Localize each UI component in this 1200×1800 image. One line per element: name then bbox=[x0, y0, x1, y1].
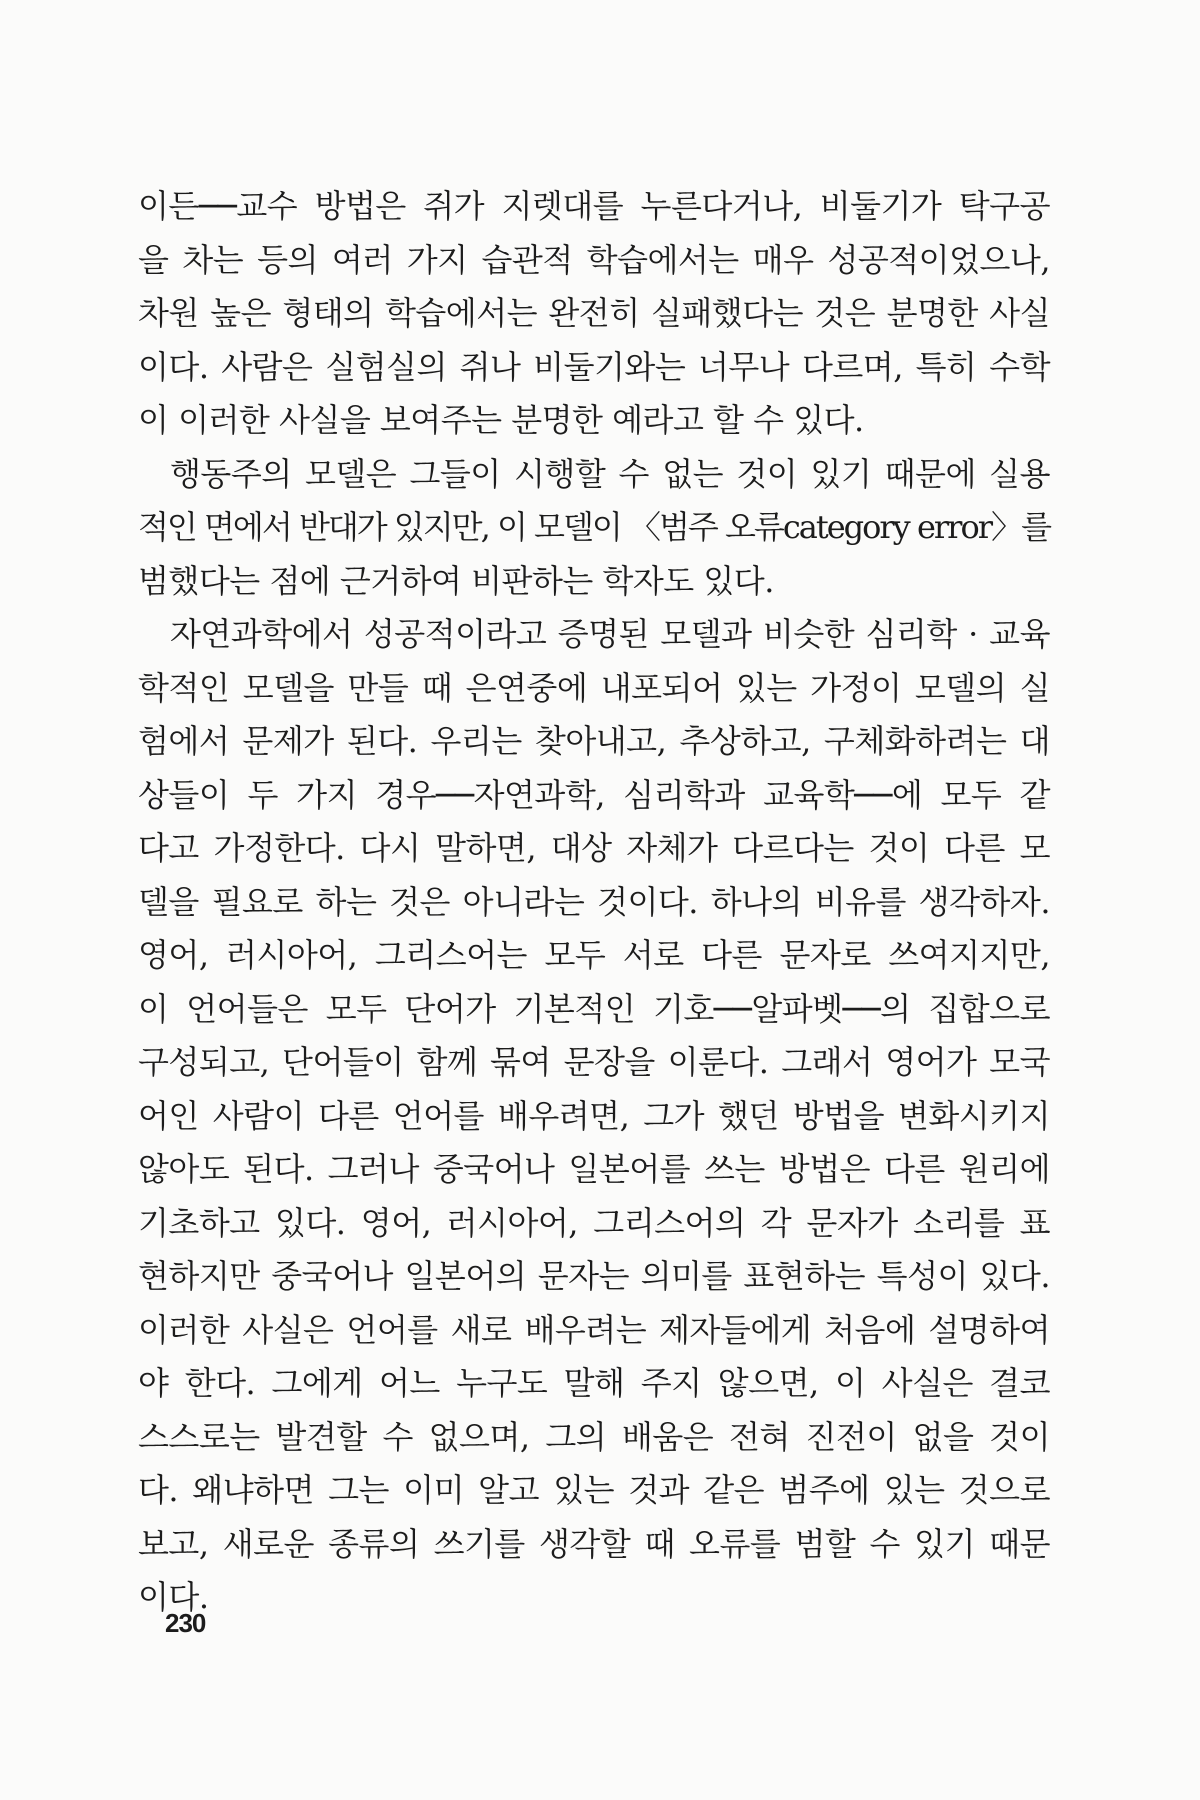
page-number: 230 bbox=[165, 1608, 206, 1638]
text-line: 자연과학에서 성공적이라고 증명된 모델과 비슷한 심리학 · 교육 bbox=[170, 615, 1050, 653]
text-line: 않아도 된다. 그러나 중국어나 일본어를 쓰는 방법은 다른 원리에 bbox=[138, 1150, 1050, 1188]
text-line: 학적인 모델을 만들 때 은연중에 내포되어 있는 가정이 모델의 실 bbox=[138, 668, 1050, 707]
text-line: 야 한다. 그에게 어느 누구도 말해 주지 않으면, 이 사실은 결코 bbox=[138, 1364, 1050, 1402]
text-line: 영어, 러시아어, 그리스어는 모두 서로 다른 문자로 쓰여지지만, bbox=[138, 936, 1050, 974]
text-line: 현하지만 중국어나 일본어의 문자는 의미를 표현하는 특성이 있다. bbox=[138, 1257, 1050, 1295]
text-line: 이 언어들은 모두 단어가 기본적인 기호──알파벳──의 집합으로 bbox=[138, 989, 1050, 1028]
text-line: 기초하고 있다. 영어, 러시아어, 그리스어의 각 문자가 소리를 표 bbox=[138, 1203, 1050, 1242]
text-line: 다고 가정한다. 다시 말하면, 대상 자체가 다르다는 것이 다른 모 bbox=[138, 829, 1050, 867]
text-line: 이다. bbox=[138, 1578, 209, 1616]
text-line: 스스로는 발견할 수 없으며, 그의 배움은 전혀 진전이 없을 것이 bbox=[138, 1417, 1050, 1456]
text-line: 적인 면에서 반대가 있지만, 이 모델이 〈범주 오류category error〉를 bbox=[138, 508, 1050, 546]
text-line: 험에서 문제가 된다. 우리는 찾아내고, 추상하고, 구체화하려는 대 bbox=[138, 722, 1050, 760]
text-line: 어인 사람이 다른 언어를 배우려면, 그가 했던 방법을 변화시키지 bbox=[138, 1096, 1050, 1135]
text-line: 상들이 두 가지 경우──자연과학, 심리학과 교육학──에 모두 같 bbox=[138, 775, 1050, 814]
body-text bbox=[138, 180, 1050, 1625]
text-line: 이 이러한 사실을 보여주는 분명한 예라고 할 수 있다. bbox=[138, 401, 864, 439]
text-line: 차원 높은 형태의 학습에서는 완전히 실패했다는 것은 분명한 사실 bbox=[138, 294, 1050, 332]
text-line: 이든──교수 방법은 쥐가 지렛대를 누른다거나, 비둘기가 탁구공 bbox=[138, 187, 1050, 225]
text-line: 이러한 사실은 언어를 새로 배우려는 제자들에게 처음에 설명하여 bbox=[138, 1310, 1050, 1349]
text-line: 을 차는 등의 여러 가지 습관적 학습에서는 매우 성공적이었으나, bbox=[138, 240, 1050, 279]
text-line: 보고, 새로운 종류의 쓰기를 생각할 때 오류를 범할 수 있기 때문 bbox=[138, 1524, 1050, 1563]
text-line: 델을 필요로 하는 것은 아니라는 것이다. 하나의 비유를 생각하자. bbox=[138, 882, 1050, 921]
text-line: 행동주의 모델은 그들이 시행할 수 없는 것이 있기 때문에 실용 bbox=[170, 454, 1050, 493]
text-line: 범했다는 점에 근거하여 비판하는 학자도 있다. bbox=[138, 561, 774, 600]
text-line: 다. 왜냐하면 그는 이미 알고 있는 것과 같은 범주에 있는 것으로 bbox=[138, 1471, 1050, 1509]
text-line: 이다. 사람은 실험실의 쥐나 비둘기와는 너무나 다르며, 특히 수학 bbox=[138, 347, 1050, 386]
text-line: 구성되고, 단어들이 함께 묶여 문장을 이룬다. 그래서 영어가 모국 bbox=[138, 1043, 1050, 1081]
